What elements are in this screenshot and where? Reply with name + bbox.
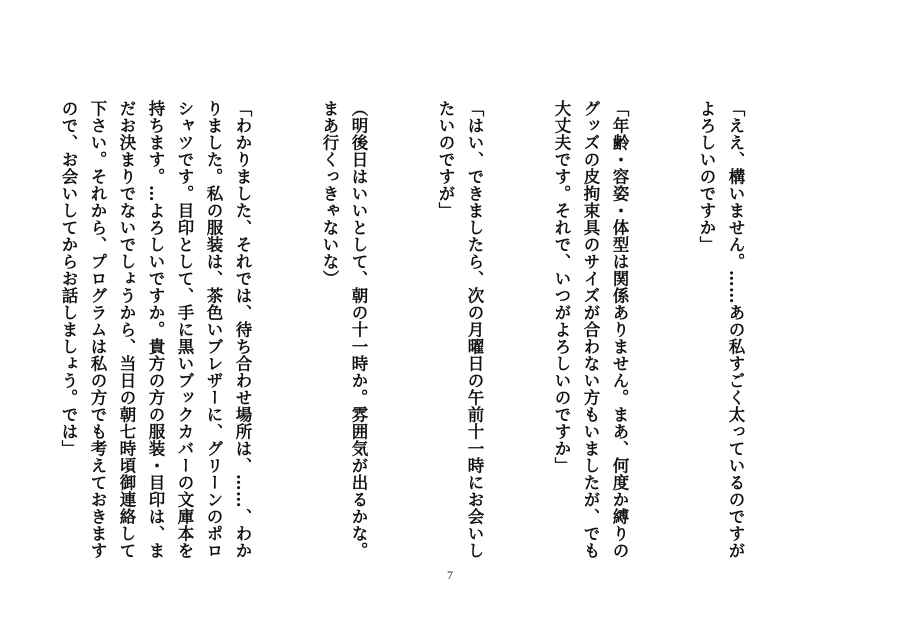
vertical-text-body [59,100,808,560]
dialogue-line-2: 「年齢・容姿・体型は関係ありません。まあ、何度か縛りのグッズの皮拘束具のサイズが合わない方もいましたが、でも大丈夫です。それで、いつがよろしいのですか」 [552,100,629,559]
inner-thought-line: （明後日はいいとして、朝の十一時か。雰囲気が出るかな。まあ行くっきゃないな） [320,100,368,559]
dialogue-line-3: 「はい、できましたら、次の月曜日の午前十一時にお会いしたいのですが」 [436,100,484,559]
dialogue-line-1: 「ええ、構いません。……あの私すごく太っているのですがよろしいのですか」 [697,100,745,559]
dialogue-line-4: 「わかりました、それでは、待ち合わせ場所は、……、わかりました。私の服装は、茶色いブレザーに、グリーンのポロシャツです。目印として、手に黒いブックカバーの文庫本を持ちます。…よろしいですか。貴方の方の服装・目印は、まだお決まりでないでしょうから、当日の朝七時頃御連絡して下さい。それから、プログラムは私の方でも考えておきますので、お会いしてからお話しましょう。では」 [59,100,252,559]
page-number: 7 [447,568,453,582]
